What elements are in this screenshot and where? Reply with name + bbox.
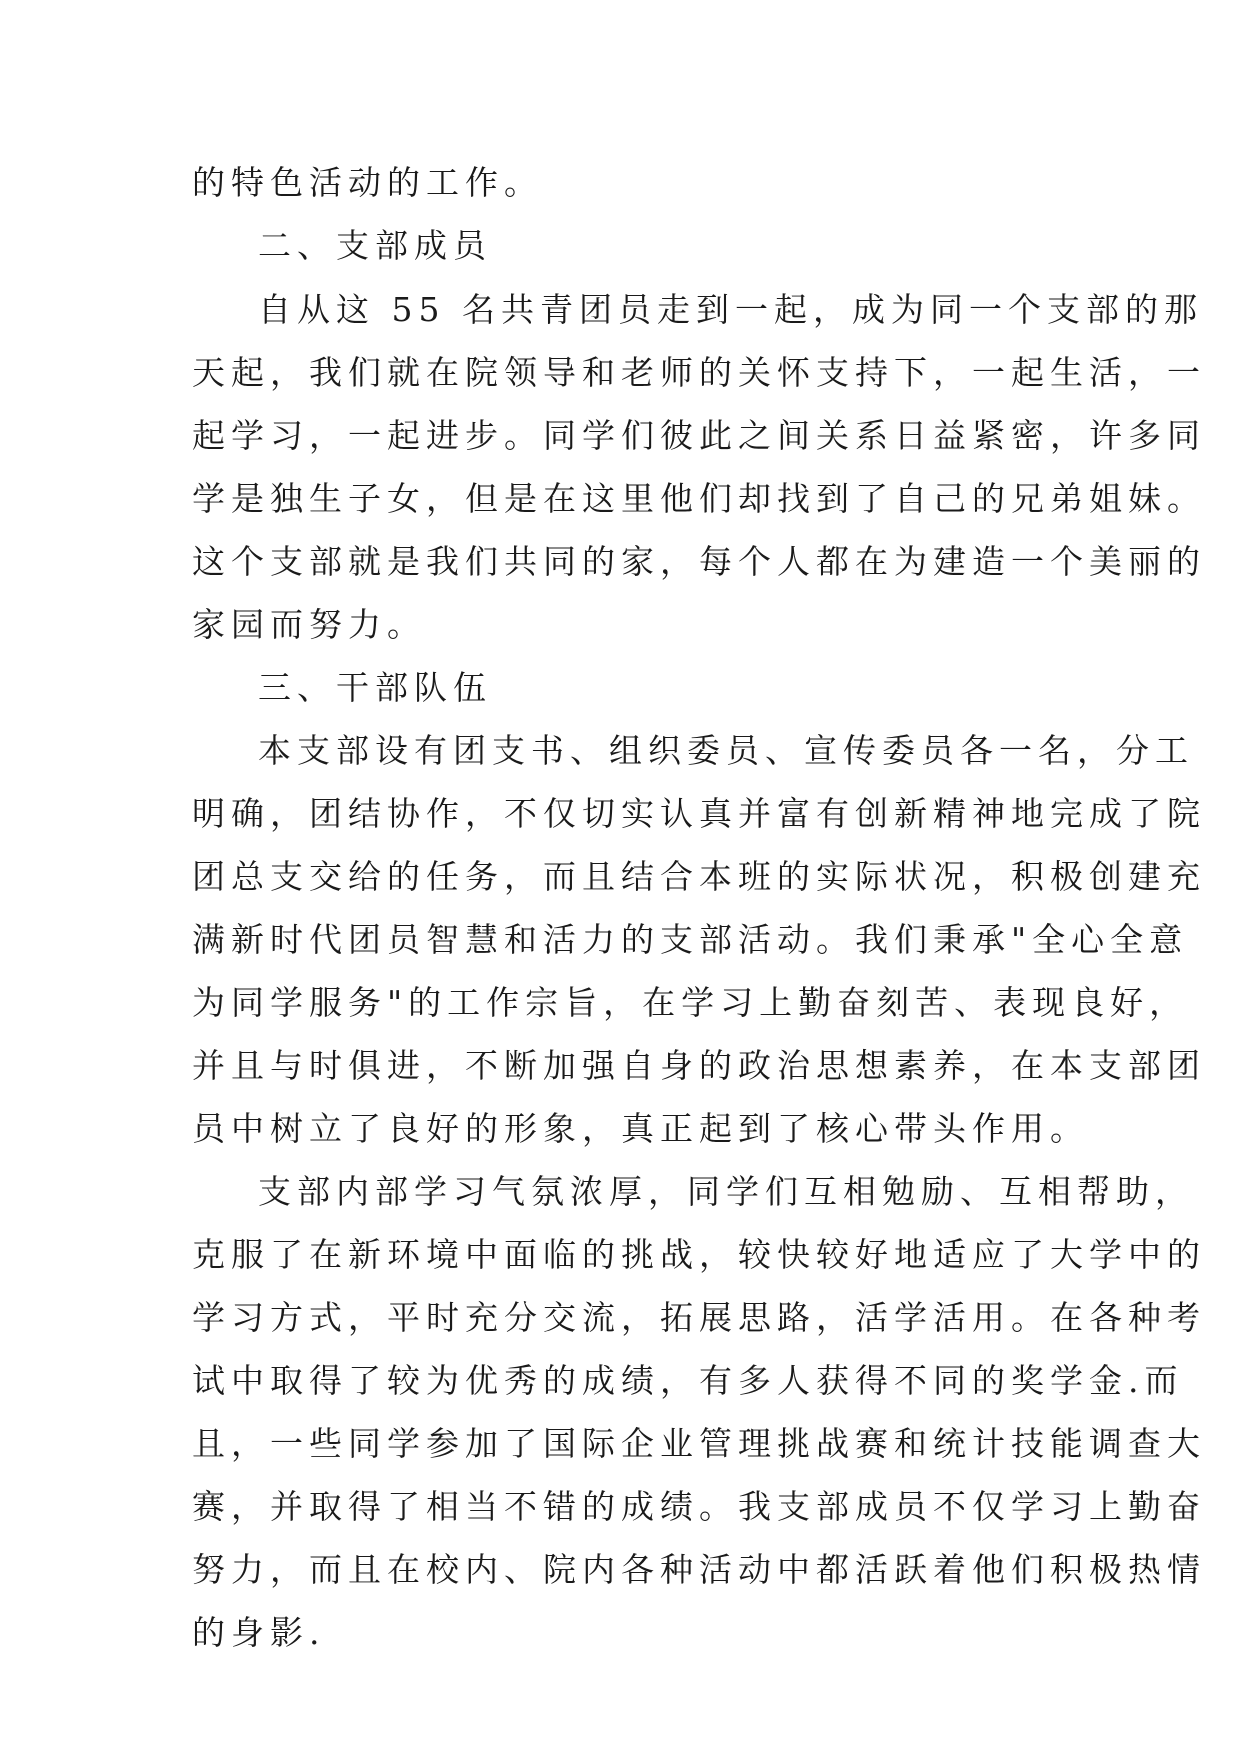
text-line: 学习方式，平时充分交流，拓展思路，活学活用。在各种考	[192, 1298, 1206, 1337]
section-heading-members: 二、支部成员	[258, 226, 492, 265]
section-heading-cadres: 三、干部队伍	[258, 668, 492, 707]
text-line: 明确，团结协作，不仅切实认真并富有创新精神地完成了院	[192, 794, 1206, 833]
text-line: 学是独生子女，但是在这里他们却找到了自己的兄弟姐妹。	[192, 479, 1206, 518]
text-line: 员中树立了良好的形象，真正起到了核心带头作用。	[192, 1109, 1089, 1148]
text-line: 赛，并取得了相当不错的成绩。我支部成员不仅学习上勤奋	[192, 1487, 1206, 1526]
text-line: 满新时代团员智慧和活力的支部活动。我们秉承"全心全意	[192, 920, 1189, 959]
text-line: 这个支部就是我们共同的家，每个人都在为建造一个美丽的	[192, 542, 1206, 581]
text-line: 自从这 55 名共青团员走到一起，成为同一个支部的那	[258, 290, 1203, 329]
text-line: 试中取得了较为优秀的成绩，有多人获得不同的奖学金.而	[192, 1361, 1184, 1400]
text-line: 克服了在新环境中面临的挑战，较快较好地适应了大学中的	[192, 1235, 1206, 1274]
text-line: 天起，我们就在院领导和老师的关怀支持下，一起生活，一	[192, 353, 1206, 392]
text-line: 家园而努力。	[192, 605, 426, 644]
text-line: 努力，而且在校内、院内各种活动中都活跃着他们积极热情	[192, 1550, 1206, 1589]
text-line: 本支部设有团支书、组织委员、宣传委员各一名，分工	[258, 731, 1194, 770]
text-line: 且，一些同学参加了国际企业管理挑战赛和统计技能调查大	[192, 1424, 1206, 1463]
text-line: 为同学服务"的工作宗旨，在学习上勤奋刻苦、表现良好，	[192, 983, 1189, 1022]
text-line: 的身影.	[192, 1613, 326, 1652]
text-line: 的特色活动的工作。	[192, 163, 543, 202]
text-line: 起学习，一起进步。同学们彼此之间关系日益紧密，许多同	[192, 416, 1206, 455]
text-line: 并且与时俱进，不断加强自身的政治思想素养，在本支部团	[192, 1046, 1206, 1085]
text-line: 团总支交给的任务，而且结合本班的实际状况，积极创建充	[192, 857, 1206, 896]
text-line: 支部内部学习气氛浓厚，同学们互相勉励、互相帮助，	[258, 1172, 1194, 1211]
